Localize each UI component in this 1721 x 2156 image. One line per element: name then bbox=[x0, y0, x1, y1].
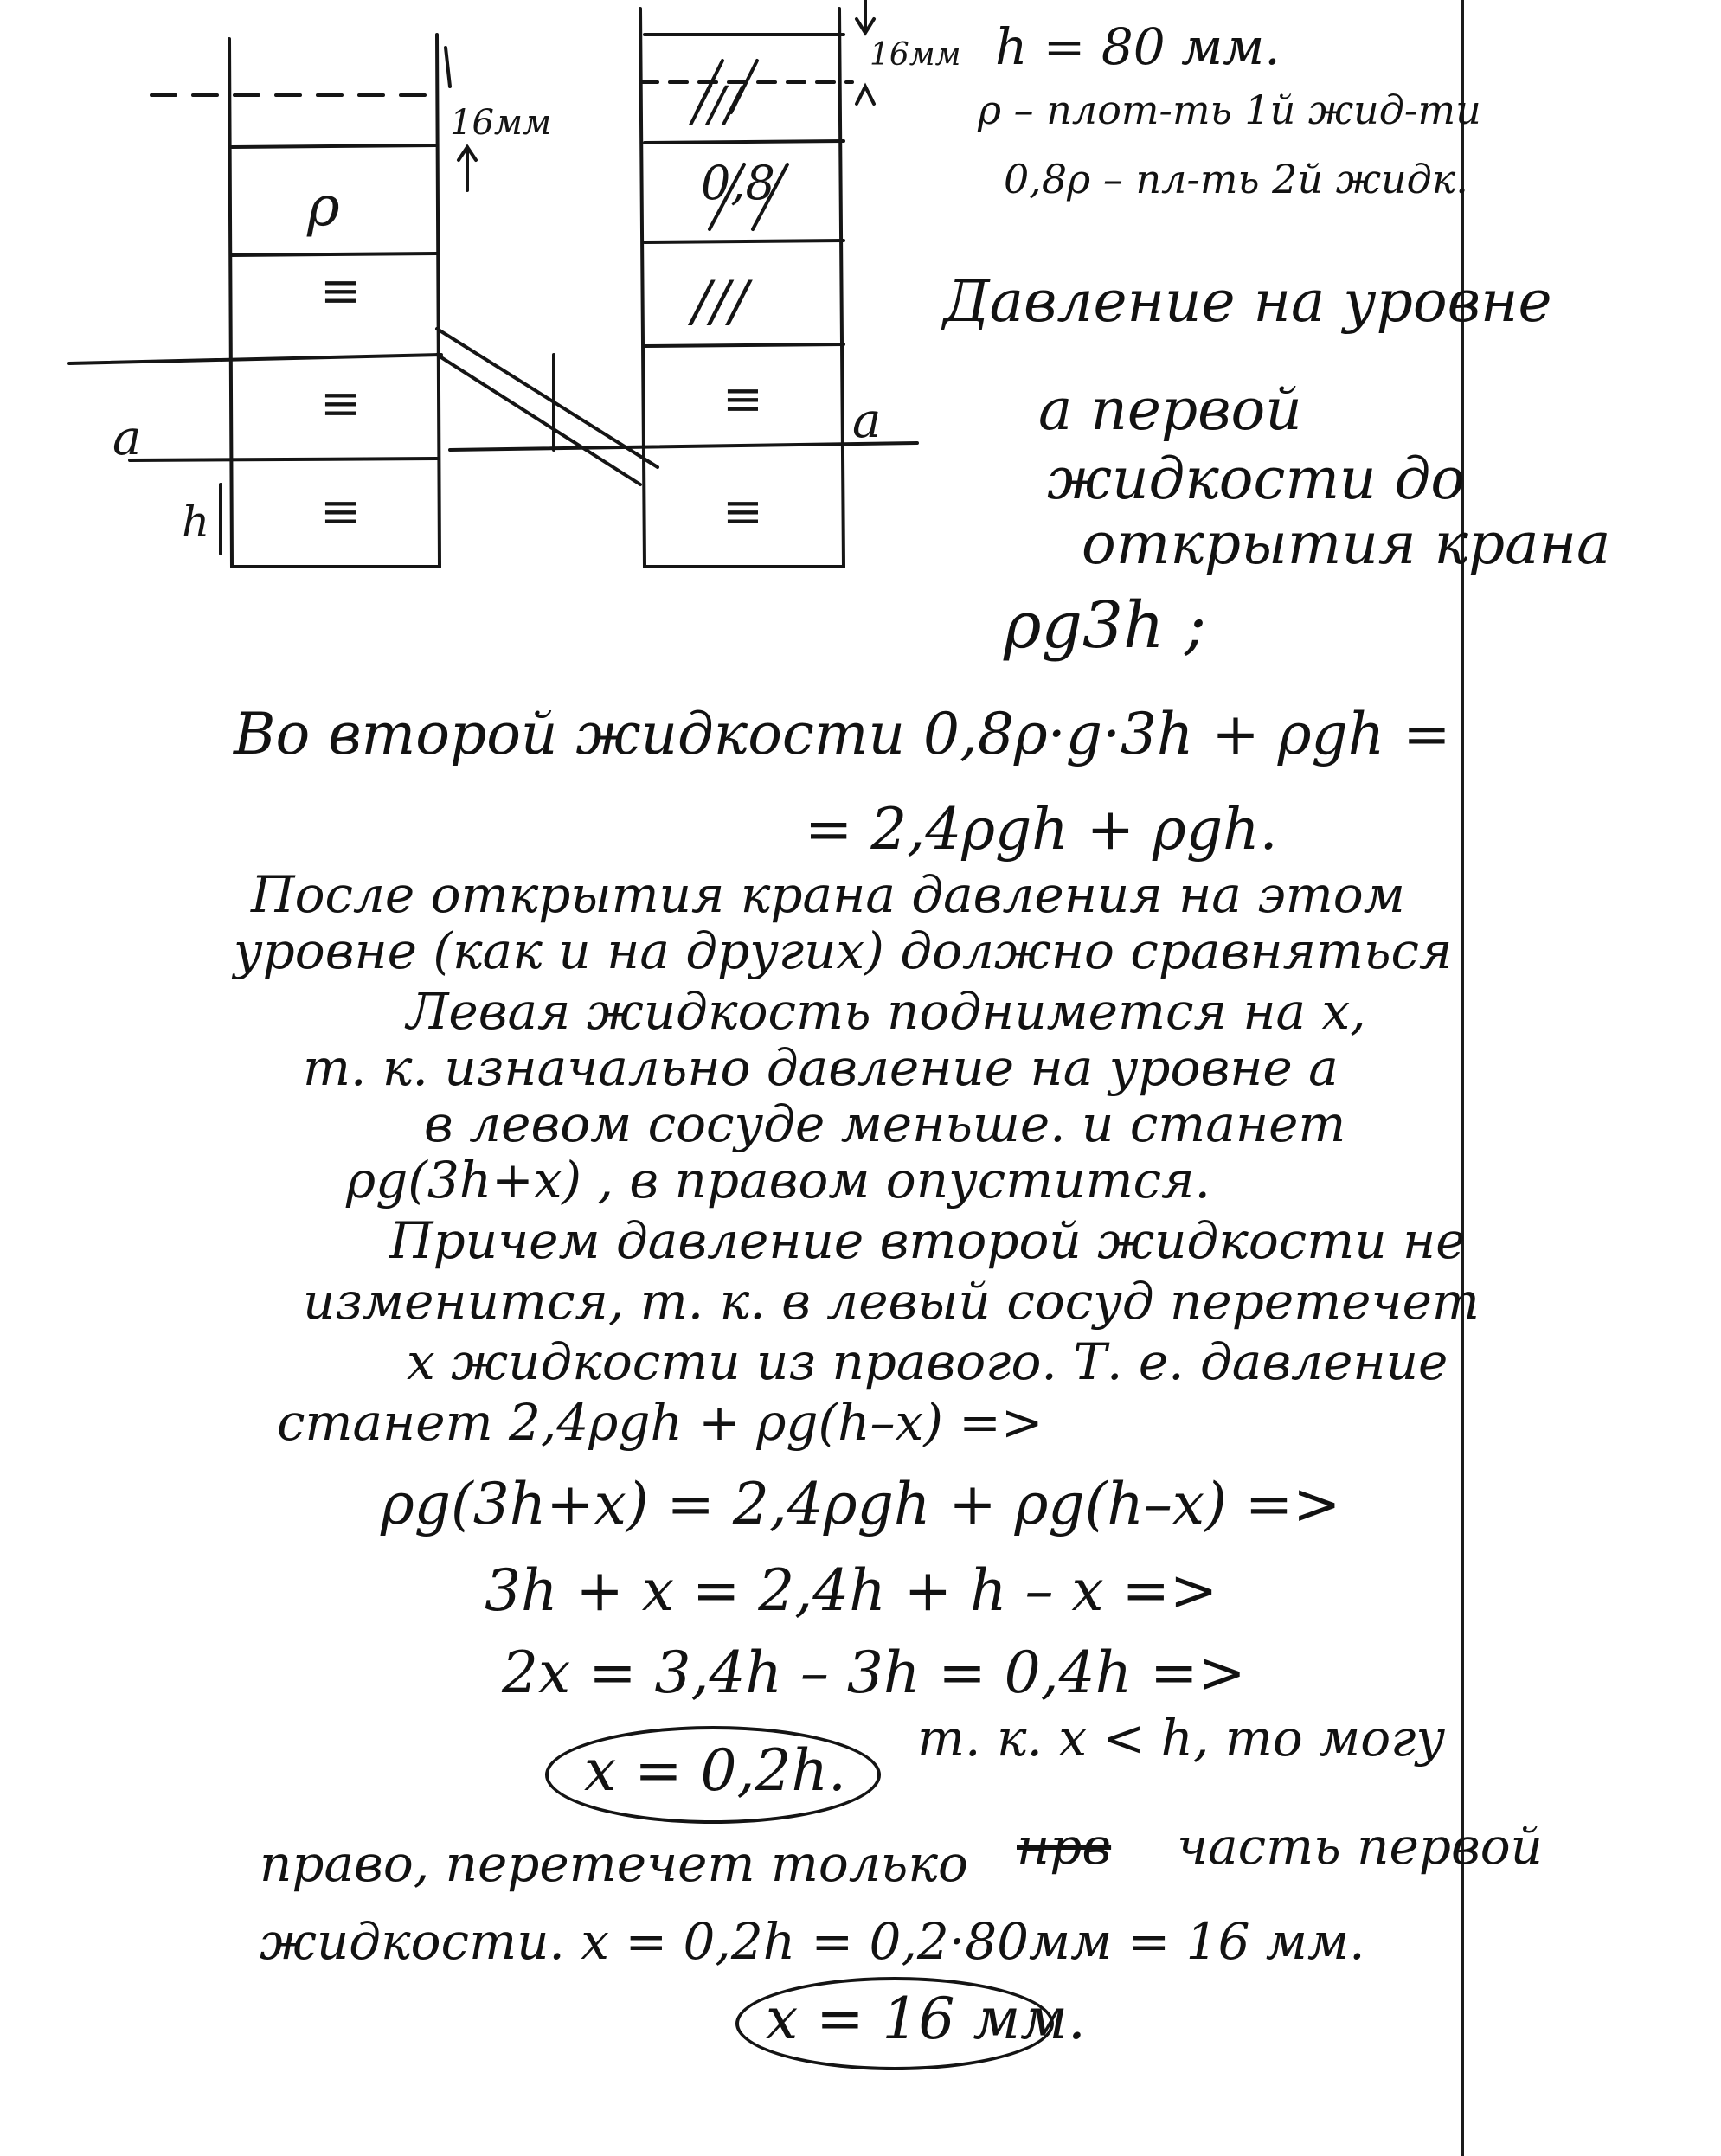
right-layer-line-1 bbox=[645, 141, 844, 143]
label-16mm-left: 16мм bbox=[450, 103, 552, 143]
right-layer-line-3 bbox=[645, 344, 844, 346]
right-layer-1-label: /// bbox=[692, 77, 742, 133]
right-layer-line-2 bbox=[645, 241, 844, 242]
body-line-3: После открытия крана давления на этом bbox=[251, 865, 1405, 924]
right-layer-4-label: ≡ bbox=[722, 371, 763, 427]
right-layer-5-label: ≡ bbox=[722, 484, 763, 540]
body-line-17b: часть первой bbox=[1177, 1817, 1543, 1876]
right-line-a bbox=[450, 443, 917, 450]
left-arrow-shaft-top bbox=[446, 48, 450, 87]
right-layer-2-label: 0,8 bbox=[701, 156, 775, 210]
body-line-1: Во второй жидкости 0,8ρ·g·3h + ρgh = bbox=[234, 701, 1451, 767]
body-line-5: Левая жидкость поднимется на x, bbox=[407, 982, 1366, 1041]
body-line-18: жидкости. x = 0,2h = 0,2·80мм = 16 мм. bbox=[260, 1912, 1365, 1971]
body-line-15: 2x = 3,4h – 3h = 0,4h => bbox=[502, 1639, 1246, 1706]
tube-upper bbox=[437, 329, 658, 467]
note-heading: Давление на уровне bbox=[943, 268, 1552, 335]
right-arrowhead-bottom bbox=[857, 87, 874, 104]
boxed-result: x = 0,2h. bbox=[584, 1737, 846, 1804]
body-line-16: т. к. x < h, то могу bbox=[917, 1709, 1446, 1768]
note-h-value: h = 80 мм. bbox=[995, 17, 1281, 76]
note-line-7: открытия крана bbox=[1082, 510, 1611, 577]
left-layer-4-label: ≡ bbox=[320, 484, 361, 540]
body-line-14: 3h + x = 2,4h + h – x => bbox=[485, 1557, 1218, 1624]
tube-lower bbox=[437, 355, 640, 484]
right-vessel-wall-right bbox=[839, 9, 844, 567]
body-line-8: ρg(3h+x) , в правом опустится. bbox=[346, 1151, 1210, 1210]
left-layer-3-label: ≡ bbox=[320, 375, 361, 432]
label-a-left: a bbox=[112, 410, 142, 466]
body-line-6: т. к. изначально давление на уровне a bbox=[303, 1038, 1339, 1097]
right-layer-3-label: /// bbox=[692, 270, 748, 334]
left-vessel-wall-right bbox=[437, 35, 440, 567]
left-line-a bbox=[130, 459, 437, 460]
left-layer-1-label: ρ bbox=[307, 175, 340, 239]
body-line-12: станет 2,4ρgh + ρg(h–x) => bbox=[277, 1393, 1044, 1452]
left-layer-line-1 bbox=[232, 145, 437, 147]
body-line-13: ρg(3h+x) = 2,4ρgh + ρg(h–x) => bbox=[381, 1471, 1341, 1537]
left-layer-line-2 bbox=[232, 253, 437, 255]
left-line-a-upper bbox=[69, 355, 441, 363]
body-line-17a: право, перетечет только bbox=[260, 1834, 968, 1893]
note-density-1: ρ – плот-ть 1й жид-ти bbox=[978, 87, 1481, 133]
final-answer: x = 16 мм. bbox=[766, 1986, 1086, 2052]
label-a-right: a bbox=[852, 393, 882, 449]
left-layer-2-label: ≡ bbox=[320, 263, 361, 319]
body-line-2: = 2,4ρgh + ρgh. bbox=[805, 796, 1278, 863]
label-16mm-right: 16мм bbox=[870, 37, 961, 73]
body-line-4: уровне (как и на других) должно сравняться bbox=[234, 921, 1453, 980]
body-line-9: Причем давление второй жидкости не bbox=[389, 1211, 1466, 1270]
body-line-10: изменится, т. к. в левый сосуд перетечет bbox=[303, 1272, 1480, 1331]
note-line-8: ρg3h ; bbox=[1004, 588, 1207, 663]
note-line-5: a первой bbox=[1038, 376, 1302, 443]
struck-word: нрв bbox=[1017, 1817, 1112, 1876]
note-line-6: жидкости до bbox=[1047, 446, 1466, 512]
label-h: h bbox=[182, 497, 210, 547]
body-line-7: в левом сосуде меньше. и станет bbox=[424, 1094, 1346, 1153]
left-vessel-wall-left bbox=[229, 39, 232, 567]
note-density-2: 0,8ρ – пл-ть 2й жидк. bbox=[1004, 156, 1468, 202]
body-line-11: x жидкости из правого. Т. е. давление bbox=[407, 1332, 1448, 1391]
